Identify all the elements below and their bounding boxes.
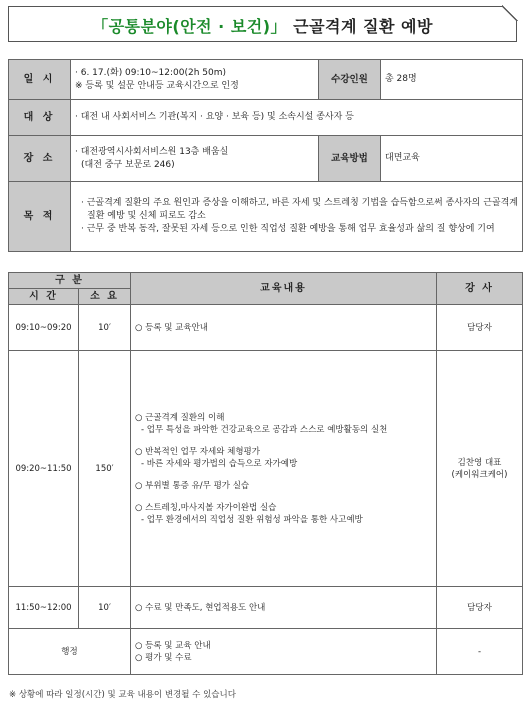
row-content: ○ 근골격계 질환의 이해 - 업무 특성을 파악한 건강교육으로 공감과 스스로 예방활동의 실천 ○ 반복적인 업무 자세와 체형평가 - 바른 자세와 평가법의 습득으로 자가예방 ○ 부위별 통증 유/무 평가 실습 ○ 스트레칭,마사지볼 자가이완법 실습 - 업무 환경에서의 직업성 질환 위험성 파악을 통한 사고예방	[131, 351, 437, 587]
header-instructor: 강 사	[437, 273, 523, 305]
row-time: 09:10~09:20	[9, 305, 79, 351]
footnote: ※ 상황에 따라 일정(시간) 및 교육 내용이 변경될 수 있습니다	[9, 690, 236, 700]
table-row	[9, 587, 523, 629]
place-label: 장 소	[9, 136, 71, 182]
header-content: 교육내용	[131, 273, 437, 305]
date-value: · 6. 17.(화) 09:10~12:00(2h 50m) ※ 등록 및 설문 안내등 교육시간으로 인정	[71, 60, 319, 100]
row-content: ○ 등록 및 교육 안내 ○ 평가 및 수료	[131, 629, 437, 675]
page-title	[9, 14, 516, 37]
place-value: · 대전광역시사회서비스원 13층 배움실 (대전 중구 보문로 246)	[71, 136, 319, 182]
row-duration: 150′	[79, 351, 131, 587]
target-label: 대 상	[9, 100, 71, 136]
info-row-place	[9, 136, 523, 182]
table-row	[9, 629, 523, 675]
row-duration: 10′	[79, 305, 131, 351]
info-row-date	[9, 60, 523, 100]
table-row	[9, 305, 523, 351]
header-time: 시 간	[9, 289, 79, 305]
method-label: 교육방법	[319, 136, 381, 182]
capacity-value: 총 28명	[381, 60, 523, 100]
method-value: 대면교육	[381, 136, 523, 182]
header-group: 구 분	[9, 273, 131, 289]
row-time: 11:50~12:00	[9, 587, 79, 629]
row-time: 행정	[9, 629, 131, 675]
date-label: 일 시	[9, 60, 71, 100]
row-content: ○ 등록 및 교육안내	[131, 305, 437, 351]
purpose-label: 목 적	[9, 182, 71, 252]
schedule-header-row-1	[9, 273, 523, 289]
row-time: 09:20~11:50	[9, 351, 79, 587]
title-category: 「공통분야(안전 · 보건)」	[92, 17, 288, 36]
header-duration: 소 요	[79, 289, 131, 305]
info-row-purpose	[9, 182, 523, 252]
purpose-value: · 근골격계 질환의 주요 원인과 증상을 이해하고, 바른 자세 및 스트레칭 기법을 습득함으로써 종사자의 근골격계 질환 예방 및 신체 피로도 감소 · 근무 중 반복 동작, 잘못된 자세 등으로 인한 직업성 질환 예방을 통해 업무 효율성과 삶의 질 향상에 기여	[71, 182, 523, 252]
schedule-table	[8, 272, 523, 675]
row-duration: 10′	[79, 587, 131, 629]
course-info-table	[8, 59, 523, 252]
table-row	[9, 351, 523, 587]
row-instructor: 담당자	[437, 587, 523, 629]
title-subject: 근골격계 질환 예방	[293, 17, 433, 36]
row-instructor: -	[437, 629, 523, 675]
row-instructor: 김찬영 대표 (케이워크케어)	[437, 351, 523, 587]
row-content: ○ 수료 및 만족도, 현업적용도 안내	[131, 587, 437, 629]
capacity-label: 수강인원	[319, 60, 381, 100]
info-row-target	[9, 100, 523, 136]
target-value: · 대전 내 사회서비스 기관(복지 · 요양 · 보육 등) 및 소속시설 종사자 등	[71, 100, 523, 136]
row-instructor: 담당자	[437, 305, 523, 351]
title-banner	[8, 6, 517, 42]
